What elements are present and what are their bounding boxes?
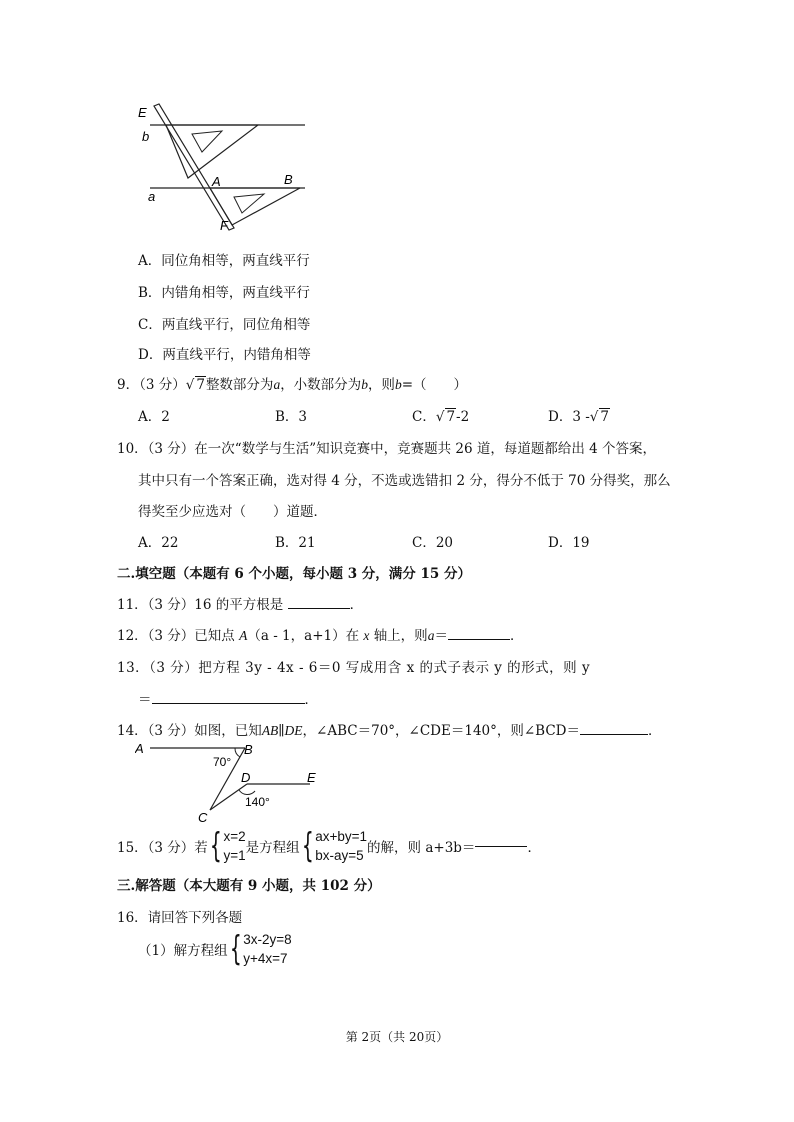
q16-title: 16．请回答下列各题 [117,910,243,926]
label-D: D [241,770,251,785]
sqrt-symbol: √ 7 [185,377,205,393]
q13-line-2: ＝ ． [138,692,318,708]
label-B: B [284,172,293,187]
label-C: C [198,810,208,823]
angle-70-label: 70° [213,755,232,769]
q10-option-c: C．20 [412,535,454,551]
q8-option-b: B．内错角相等，两直线平行 [138,285,310,301]
q8-option-a: A．同位角相等，两直线平行 [138,253,310,269]
answer-blank [448,639,510,640]
q10-option-b: B．21 [275,535,316,551]
q9-option-b: B．3 [275,409,308,425]
label-b: b [142,129,150,144]
q8-option-c: C．两直线平行，同位角相等 [138,317,311,333]
q10-line-3: 得奖至少应选对（ ）道题． [138,504,327,520]
angle-140-label: 140° [245,795,270,809]
answer-blank [288,608,350,609]
solution-system: x=2 y=1 [223,829,246,863]
q13-line-1: 13．（3 分）把方程 3y - 4x - 6＝0 写成用含 x 的式子表示 y 的形式，则 y [117,660,591,676]
q10-option-d: D．19 [548,535,590,551]
left-brace: { [209,826,222,866]
q10-line-2: 其中只有一个答案正确，选对得 4 分，不选或选错扣 2 分，得分不低于 70 分得奖，那么 [138,473,671,489]
answer-blank [475,846,527,847]
q10-line-1: 10．（3 分）在一次“数学与生活”知识竞赛中，竞赛题共 26 道，每道题都给出 4 个答案， [117,441,657,457]
q9-stem: 9．（3 分）√ 7整数部分为a，小数部分为b，则b=（ ） [117,377,467,393]
parallel-lines-figure [130,100,315,240]
label-F: F [220,218,228,233]
label-E: E [138,105,147,120]
section-3-heading: 三.解答题（本大题有 9 小题，共 102 分） [117,878,381,894]
q16-part-1: （1）解方程组 { 3x-2y=8 y+4x=7 [138,929,292,969]
equation-system: ax+by=1 bx-ay=5 [315,829,368,863]
q15: 15．（3 分）若 { x=2 y=1 是方程组 { ax+by=1 bx-ay=5 的解，则 a+3b＝ ． [117,826,541,866]
q9-option-c: C．√ 7-2 [412,409,470,425]
label-A: A [212,174,221,189]
label-B: B [244,742,253,757]
left-brace: { [229,929,242,969]
left-brace: { [301,826,314,866]
angle-figure [135,738,335,823]
answer-blank [152,703,305,704]
label-a: a [148,189,156,204]
q9-option-d: D．3 -√ 7 [548,409,609,425]
q11: 11．（3 分）16 的平方根是 ． [117,597,364,613]
q12: 12．（3 分）已知点 A（a - 1，a+1）在 x 轴上，则a＝ ． [117,628,524,644]
label-A: A [135,741,144,756]
q10-option-a: A．22 [138,535,179,551]
q9-option-a: A．2 [138,409,170,425]
q14: 14．（3 分）如图，已知AB∥DE，∠ABC＝70°，∠CDE＝140°，则∠BCD＝ ． [117,723,662,739]
q8-option-d: D．两直线平行，内错角相等 [138,347,311,363]
equation-system: 3x-2y=8 y+4x=7 [243,932,292,966]
answer-blank [580,734,648,735]
page-footer: 第 2页（共 20页） [345,1030,449,1044]
label-E: E [307,770,316,785]
section-2-heading: 二.填空题（本题有 6 个小题，每小题 3 分，满分 15 分） [117,566,471,582]
